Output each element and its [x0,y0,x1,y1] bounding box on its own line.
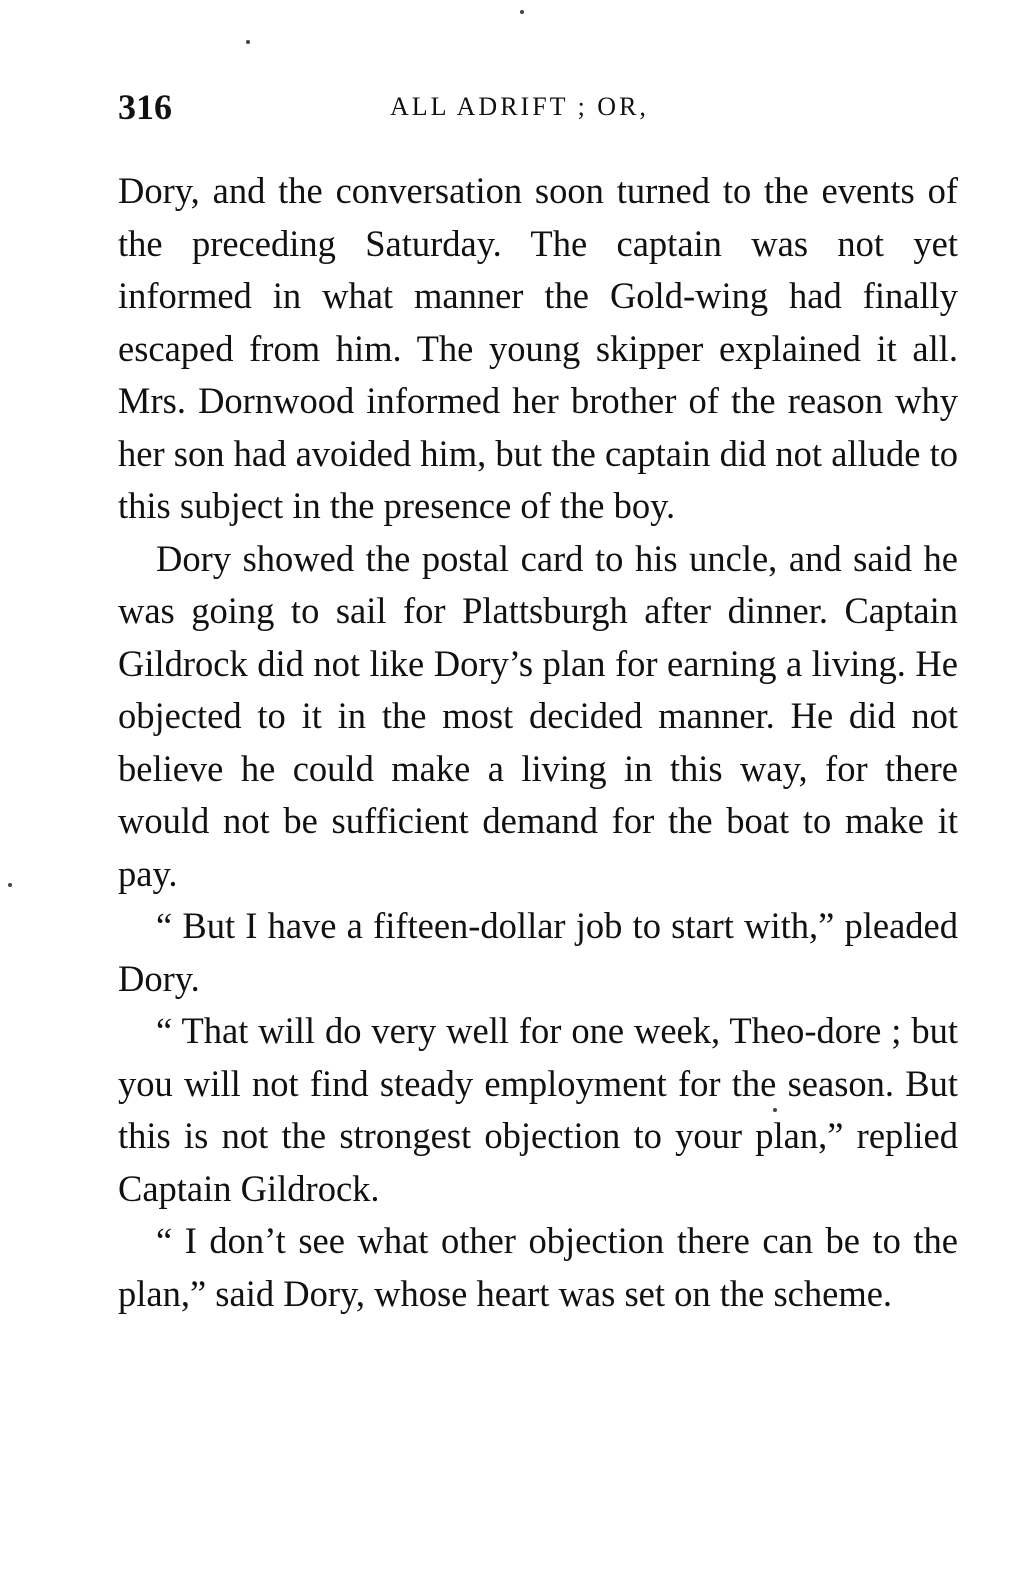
paragraph-dory-objection: “ I don’t see what other objection there can be to the plan,” said Dory, whose heart was set on the scheme. [118,1220,958,1314]
page-header [118,82,958,132]
scan-speck [773,1108,777,1112]
paragraph-captain-reply: “ That will do very well for one week, Theo-dore ; but you will not find steady employment for the season. But this is not the strongest objection to your plan,” replied Captain Gildrock. [118,1010,958,1209]
scan-speck [246,40,250,44]
paragraph-dory-plea: “ But I have a fifteen-dollar job to start with,” pleaded Dory. [118,905,958,999]
scan-speck [520,10,524,14]
scan-speck [8,883,12,887]
body-text [118,165,958,1320]
paragraph-continuation: Dory, and the conversation soon turned to the events of the preceding Saturday. The captain was not yet informed in what manner the Gold-wing had finally escaped from him. The young skipper explained it all. Mrs. Dornwood informed her brother of the reason why her son had avoided him, but the captain did not allude to this subject in the presence of the boy. [118,170,958,526]
running-title: ALL ADRIFT ; OR, [390,92,649,121]
page-number: 316 [118,87,172,127]
paragraph-postal-card: Dory showed the postal card to his uncle, and said he was going to sail for Plattsburgh after dinner. Captain Gildrock did not like Dory’s plan for earning a living. He objected to it in the most decided manner. He did not believe he could make a living in this way, for there would not be sufficient demand for the boat to make it pay. [118,537,958,894]
